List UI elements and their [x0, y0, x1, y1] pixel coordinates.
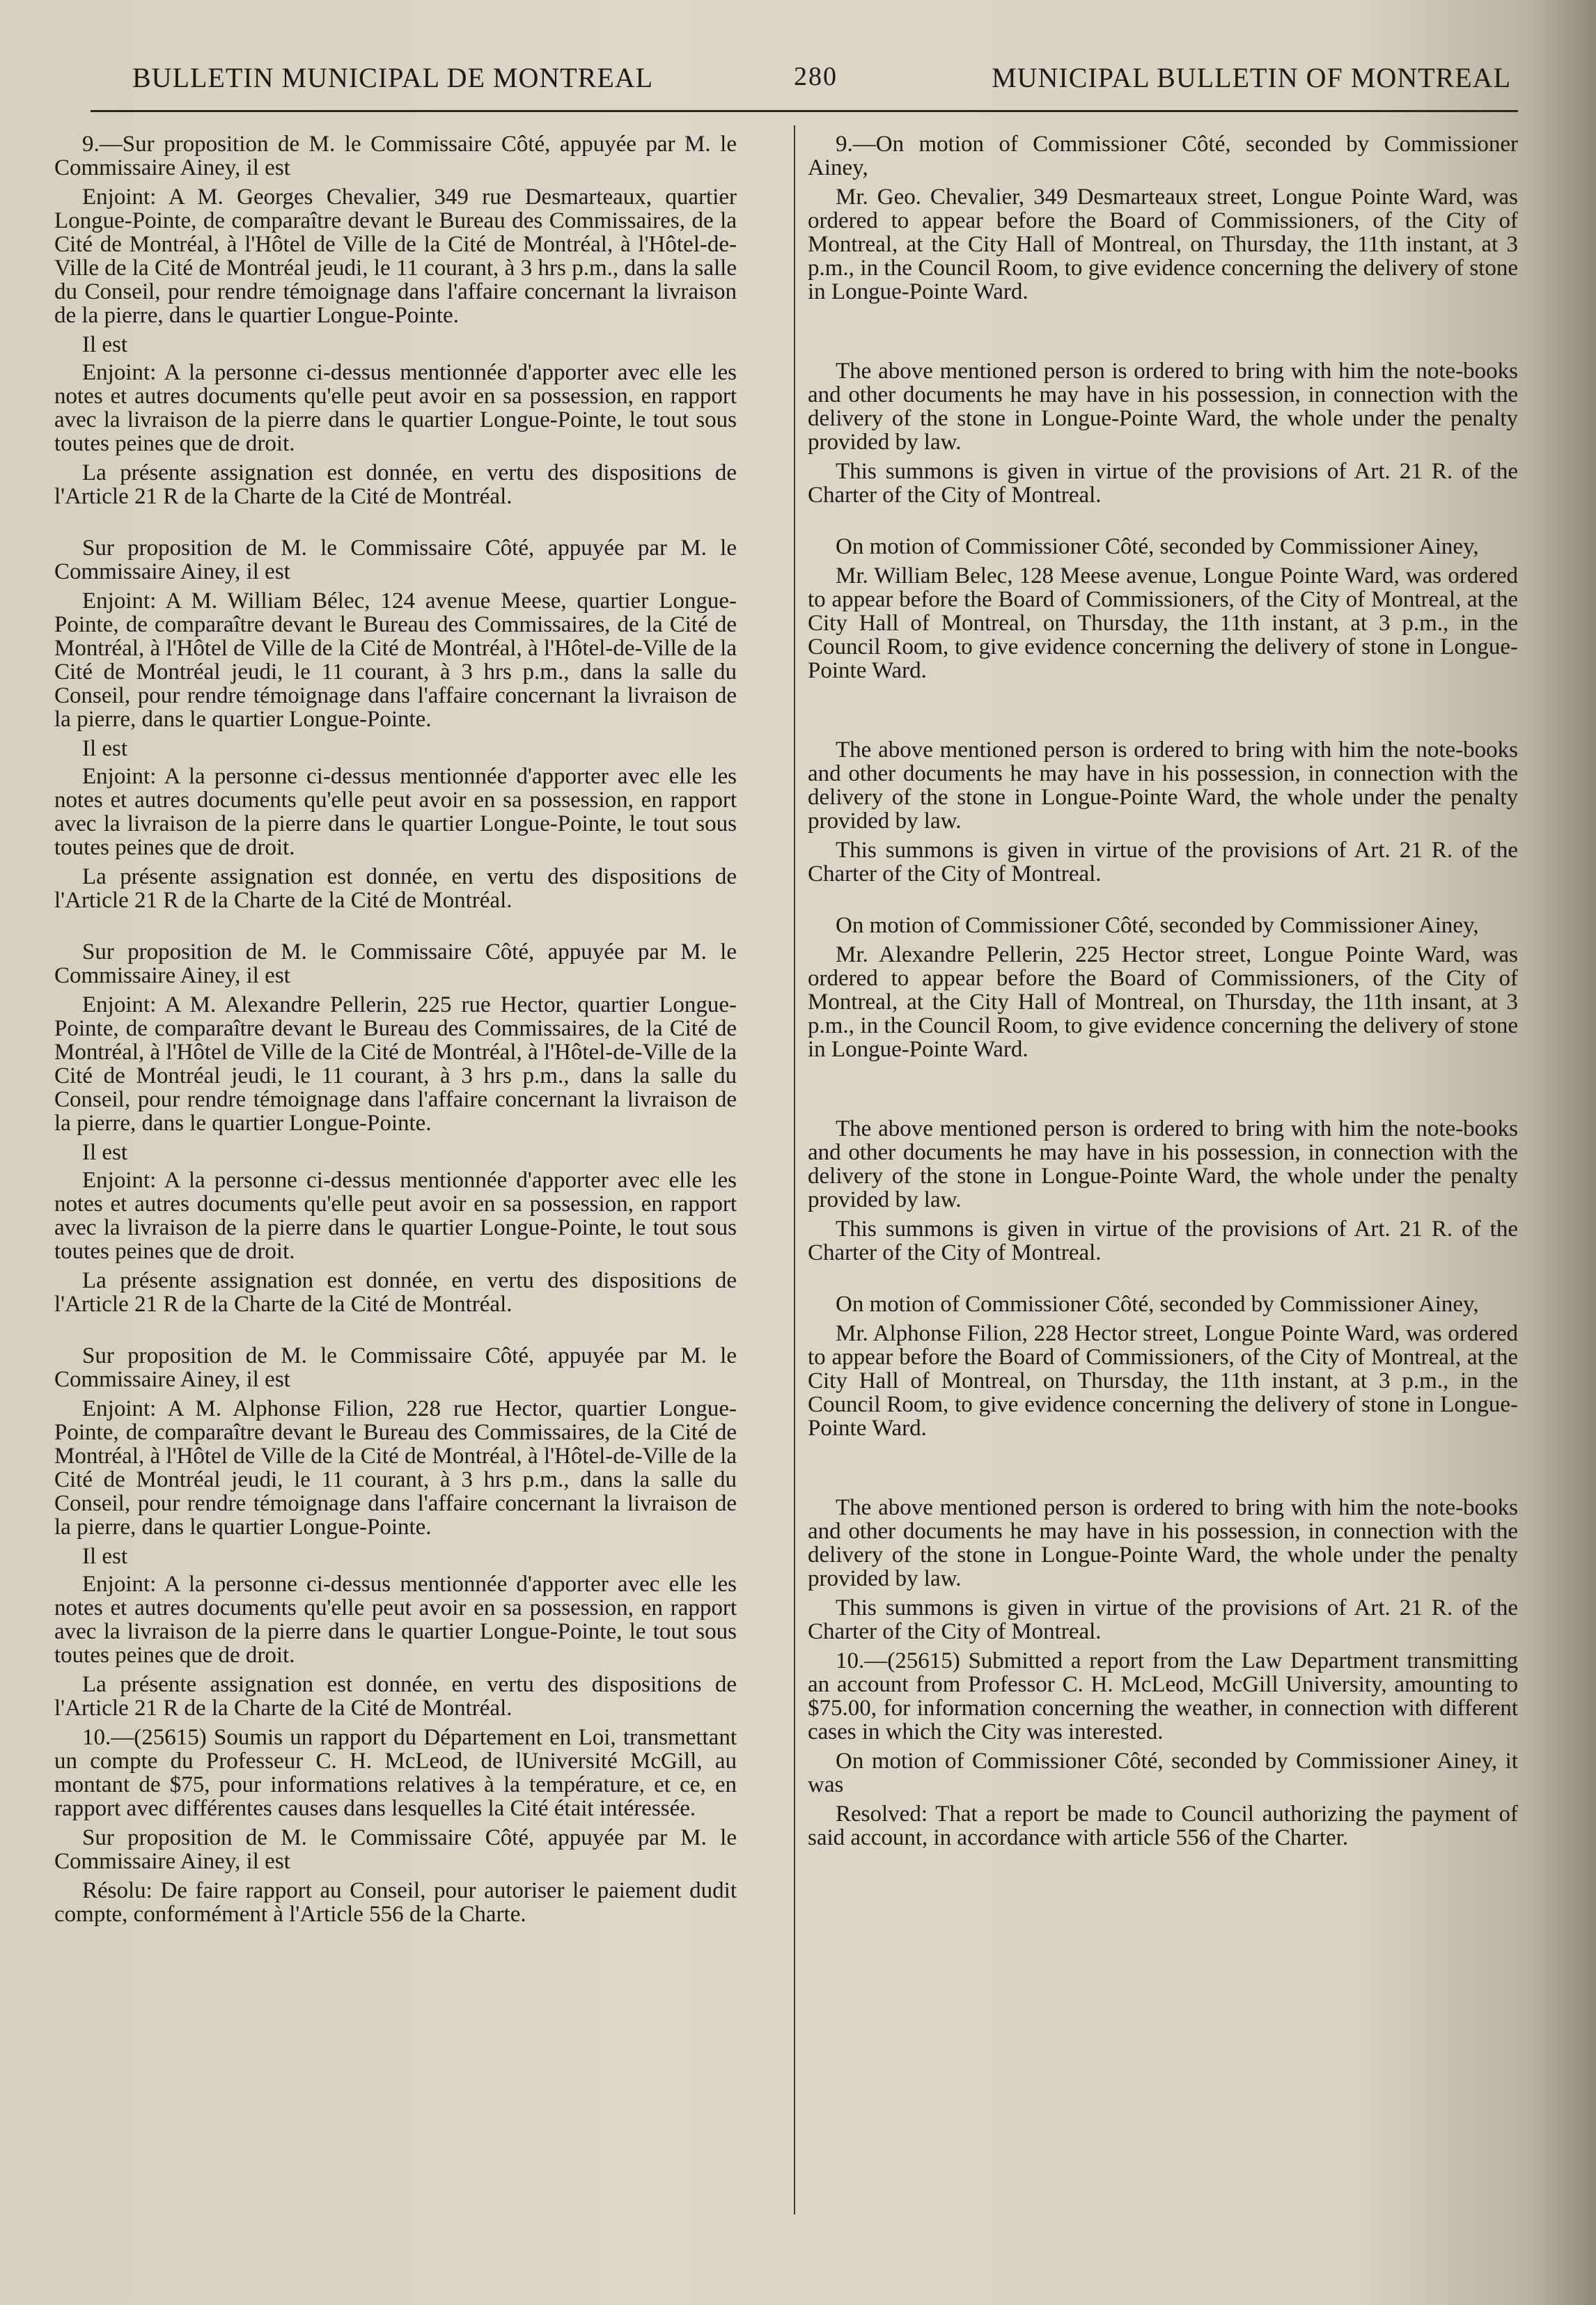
en-para: On motion of Commissioner Côté, seconded by Commissioner Ainey, [836, 534, 1479, 559]
en-para: Mr. Geo. Chevalier, 349 Desmarteaux street, Longue Pointe Ward, was ordered to appear before the Board of Commissioners, of the City of Montreal, at the City Hall of Montreal, on Thursday, the 11th instant, at 3 p.m., in the Council Room, to give evidence concerning the delivery of stone in Longue-Pointe Ward. [808, 185, 1518, 304]
fr-para: 9.—Sur proposition de M. le Commissaire Côté, appuyée par M. le Commissaire Ainey, il est [54, 132, 737, 180]
en-para: Mr. Alphonse Filion, 228 Hector street, Longue Pointe Ward, was ordered to appear before the Board of Commissioners, of the City of Montreal, at the City Hall of Montreal, on Thursday, the 11th instant, at 3 p.m., in the Council Room, to give evidence concerning the delivery of stone in Longue-Pointe Ward. [808, 1321, 1518, 1441]
fr-para: Enjoint: A la personne ci-dessus mentionnée d'apporter avec elle les notes et autres documents qu'elle peut avoir en sa possession, en rapport avec la livraison de la pierre dans le quartier Longue-Pointe, le tout sous toutes peines que de droit. [54, 360, 737, 456]
header-title-english: MUNICIPAL BULLETIN OF MONTREAL [992, 62, 1511, 93]
fr-para: La présente assignation est donnée, en vertu des dispositions de l'Article 21 R de la Charte de la Cité de Montréal. [54, 460, 737, 509]
en-para: This summons is given in virtue of the provisions of Art. 21 R. of the Charter of the City of Montreal. [808, 1217, 1518, 1265]
en-para: Resolved: That a report be made to Council authorizing the payment of said account, in accordance with article 556 of the Charter. [808, 1802, 1518, 1850]
fr-para: Enjoint: A la personne ci-dessus mentionnée d'apporter avec elle les notes et autres documents qu'elle peut avoir en sa possession, en rapport avec la livraison de la pierre dans le quartier Longue-Pointe, le tout sous toutes peines que de droit. [54, 764, 737, 860]
header-rule [91, 110, 1518, 112]
fr-il-est: Il est [82, 1140, 128, 1165]
fr-para: Enjoint: A la personne ci-dessus mentionnée d'apporter avec elle les notes et autres documents qu'elle peut avoir en sa possession, en rapport avec la livraison de la pierre dans le quartier Longue-Pointe, le tout sous toutes peines que de droit. [54, 1572, 737, 1668]
en-para: The above mentioned person is ordered to bring with him the note-books and other documents he may have in his possession, in connection with the delivery of the stone in Longue-Pointe Ward, the whole under the penalty provided by law. [808, 1495, 1518, 1591]
en-para: The above mentioned person is ordered to bring with him the note-books and other documents he may have in his possession, in connection with the delivery of the stone in Longue-Pointe Ward, the whole under the penalty provided by law. [808, 359, 1518, 455]
fr-para: Enjoint: A la personne ci-dessus mentionnée d'apporter avec elle les notes et autres documents qu'elle peut avoir en sa possession, en rapport avec la livraison de la pierre dans le quartier Longue-Pointe, le tout sous toutes peines que de droit. [54, 1168, 737, 1264]
en-para: This summons is given in virtue of the provisions of Art. 21 R. of the Charter of the City of Montreal. [808, 838, 1518, 886]
french-column [54, 132, 737, 1932]
fr-para: La présente assignation est donnée, en vertu des dispositions de l'Article 21 R de la Charte de la Cité de Montréal. [54, 1268, 737, 1317]
en-para: Mr. William Belec, 128 Meese avenue, Longue Pointe Ward, was ordered to appear before the Board of Commissioners, of the City of Montreal, at the City Hall of Montreal, on Thursday, the 11th instant, at 3 p.m., in the Council Room, to give evidence concerning the delivery of stone in Longue-Pointe Ward. [808, 563, 1518, 683]
english-column [808, 132, 1518, 1855]
fr-il-est: Il est [82, 332, 128, 357]
fr-il-est: Il est [82, 1544, 128, 1569]
fr-para: Enjoint: A M. Alphonse Filion, 228 rue Hector, quartier Longue-Pointe, de comparaître devant le Bureau des Commissaires, de la Cité de Montréal, à l'Hôtel de Ville de la Cité de Montréal, à l'Hôtel-de-Ville de la Cité de Montréal jeudi, le 11 courant, à 3 hrs p.m., dans la salle du Conseil, pour rendre témoignage dans l'affaire concernant la livraison de la pierre, dans le quartier Longue-Pointe. [54, 1396, 737, 1540]
fr-para: Sur proposition de M. le Commissaire Côté, appuyée par M. le Commissaire Ainey, il est [54, 536, 737, 584]
en-para: On motion of Commissioner Côté, seconded by Commissioner Ainey, [836, 913, 1479, 938]
fr-para: Sur proposition de M. le Commissaire Côté, appuyée par M. le Commissaire Ainey, il est [54, 1343, 737, 1392]
fr-para: Sur proposition de M. le Commissaire Côté, appuyée par M. le Commissaire Ainey, il est [54, 939, 737, 988]
en-para: On motion of Commissioner Côté, seconded by Commissioner Ainey, it was [808, 1749, 1518, 1797]
fr-para: Résolu: De faire rapport au Conseil, pour autoriser le paiement dudit compte, conformément à l'Article 556 de la Charte. [54, 1878, 737, 1927]
en-para: This summons is given in virtue of the provisions of Art. 21 R. of the Charter of the City of Montreal. [808, 1595, 1518, 1644]
en-para: This summons is given in virtue of the provisions of Art. 21 R. of the Charter of the City of Montreal. [808, 459, 1518, 508]
fr-para: Sur proposition de M. le Commissaire Côté, appuyée par M. le Commissaire Ainey, il est [54, 1825, 737, 1874]
fr-para: La présente assignation est donnée, en vertu des dispositions de l'Article 21 R de la Charte de la Cité de Montréal. [54, 1672, 737, 1721]
en-para: On motion of Commissioner Côté, seconded by Commissioner Ainey, [836, 1292, 1479, 1317]
fr-para: Enjoint: A M. Alexandre Pellerin, 225 rue Hector, quartier Longue-Pointe, de comparaître devant le Bureau des Commissaires, de la Cité de Montréal, à l'Hôtel de Ville de la Cité de Montréal, à l'Hôtel-de-Ville de la Cité de Montréal jeudi, le 11 courant, à 3 hrs p.m., dans la salle du Conseil, pour rendre témoignage dans l'affaire concernant la livraison de la pierre, dans le quartier Longue-Pointe. [54, 992, 737, 1136]
en-para: Mr. Alexandre Pellerin, 225 Hector street, Longue Pointe Ward, was ordered to appear before the Board of Commissioners, of the City of Montreal, at the City Hall of Montreal, on Thursday, the 11th insant, at 3 p.m., in the Council Room, to give evidence concerning the delivery of stone in Longue-Pointe Ward. [808, 942, 1518, 1062]
fr-il-est: Il est [82, 736, 128, 761]
fr-para: 10.—(25615) Soumis un rapport du Département en Loi, transmettant un compte du Professeur C. H. McLeod, de lUniversité McGill, au montant de $75, pour informations relatives à la température, et ce, en rapport avec différentes causes dans lesquelles la Cité était intéressée. [54, 1725, 737, 1821]
page-number: 280 [794, 62, 838, 91]
en-para: The above mentioned person is ordered to bring with him the note-books and other documents he may have in his possession, in connection with the delivery of the stone in Longue-Pointe Ward, the whole under the penalty provided by law. [808, 737, 1518, 834]
en-para: 10.—(25615) Submitted a report from the Law Department transmitting an account from Professor C. H. McLeod, McGill University, amounting to $75.00, for information concerning the weather, in connection with different cases in which the City was interested. [808, 1648, 1518, 1744]
fr-para: La présente assignation est donnée, en vertu des dispositions de l'Article 21 R de la Charte de la Cité de Montréal. [54, 864, 737, 913]
header-title-french: BULLETIN MUNICIPAL DE MONTREAL [132, 62, 654, 93]
en-para: 9.—On motion of Commissioner Côté, seconded by Commissioner Ainey, [808, 132, 1518, 180]
fr-para: Enjoint: A M. William Bélec, 124 avenue Meese, quartier Longue-Pointe, de comparaître devant le Bureau des Commissaires, de la Cité de Montréal, à l'Hôtel de Ville de la Cité de Montréal, à l'Hôtel-de-Ville de la Cité de Montréal jeudi, le 11 courant, à 3 hrs p.m., dans la salle du Conseil, pour rendre témoignage dans l'affaire concernant la livraison de la pierre, dans le quartier Longue-Pointe. [54, 588, 737, 732]
running-header [91, 61, 1511, 110]
fr-para: Enjoint: A M. Georges Chevalier, 349 rue Desmarteaux, quartier Longue-Pointe, de comparaître devant le Bureau des Commissaires, de la Cité de Montréal, à l'Hôtel de Ville de la Cité de Montréal, à l'Hôtel-de-Ville de la Cité de Montréal jeudi, le 11 courant, à 3 hrs p.m., dans la salle du Conseil, pour rendre témoignage dans l'affaire concernant la livraison de la pierre, dans le quartier Longue-Pointe. [54, 185, 737, 328]
en-para: The above mentioned person is ordered to bring with him the note-books and other documents he may have in his possession, in connection with the delivery of the stone in Longue-Pointe Ward, the whole under the penalty provided by law. [808, 1116, 1518, 1212]
column-divider [794, 125, 795, 2214]
